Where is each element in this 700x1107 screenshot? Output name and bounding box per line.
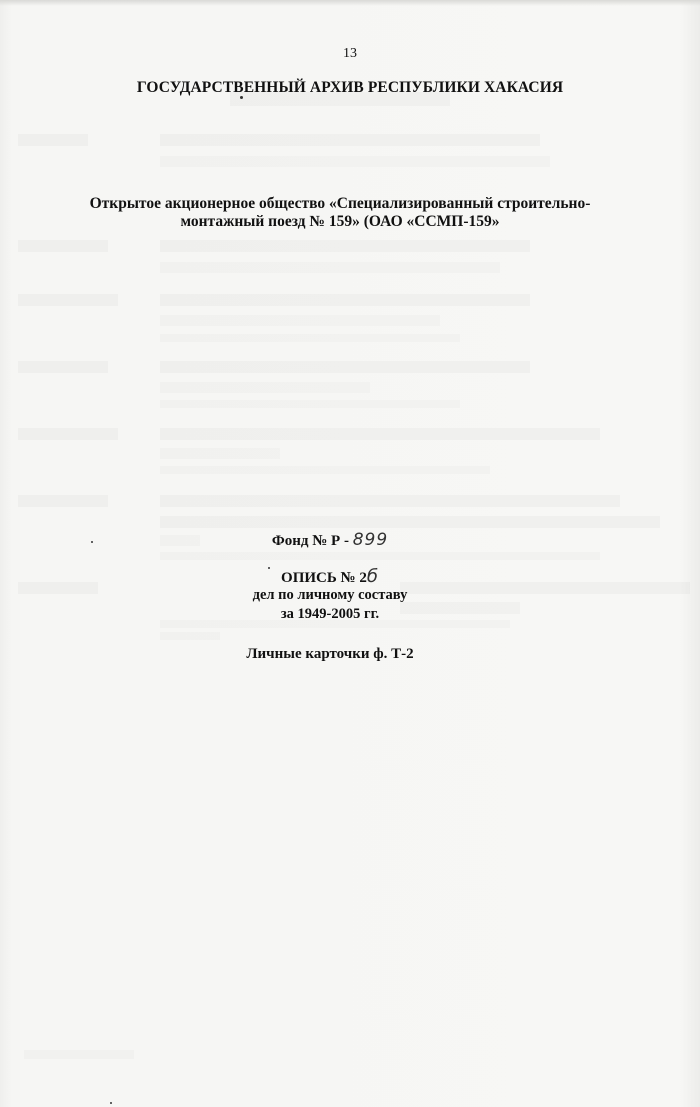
- show-through-mark: [160, 632, 220, 640]
- show-through-mark: [160, 315, 440, 326]
- page-top-edge: [0, 0, 700, 6]
- inventory-years: за 1949-2005 гг.: [280, 606, 380, 622]
- show-through-mark: [160, 334, 460, 342]
- show-through-mark: [18, 294, 118, 306]
- fond-number: [0, 530, 660, 550]
- show-through-mark: [160, 294, 530, 306]
- archive-title: ГОСУДАРСТВЕННЫЙ АРХИВ РЕСПУБЛИКИ ХАКАСИЯ: [136, 79, 564, 96]
- show-through-mark: [18, 428, 118, 440]
- fond-handwritten-number: 899: [352, 530, 389, 550]
- show-through-mark: [160, 156, 550, 167]
- fond-label: Фонд № Р -: [271, 533, 353, 549]
- show-through-mark: [160, 134, 540, 146]
- show-through-mark: [160, 495, 620, 507]
- show-through-mark: [160, 262, 500, 273]
- inventory-label: ОПИСЬ № 2: [281, 570, 367, 586]
- organization-line-1: Открытое акционерное общество «Специализированный строительно-: [89, 195, 591, 212]
- paper-speck: [110, 1102, 112, 1104]
- show-through-mark: [160, 552, 600, 560]
- show-through-mark: [160, 516, 660, 528]
- show-through-mark: [160, 466, 490, 474]
- inventory-handwritten-number: б: [366, 566, 379, 587]
- show-through-mark: [160, 361, 530, 373]
- show-through-mark: [160, 448, 280, 459]
- page-number: 13: [343, 46, 357, 61]
- show-through-mark: [160, 428, 600, 440]
- show-through-mark: [18, 240, 108, 252]
- show-through-mark: [18, 361, 108, 373]
- cards-label: Личные карточки ф. Т-2: [246, 646, 414, 662]
- inventory-description: дел по личному составу: [252, 587, 408, 603]
- organization-line-2: монтажный поезд № 159» (ОАО «ССМП-159»: [180, 213, 500, 230]
- show-through-mark: [160, 400, 460, 408]
- show-through-mark: [18, 134, 88, 146]
- show-through-mark: [18, 495, 108, 507]
- show-through-mark: [24, 1050, 134, 1059]
- organization-name: [20, 195, 660, 231]
- show-through-mark: [160, 240, 530, 252]
- show-through-mark: [160, 382, 370, 393]
- inventory-number: [0, 566, 660, 587]
